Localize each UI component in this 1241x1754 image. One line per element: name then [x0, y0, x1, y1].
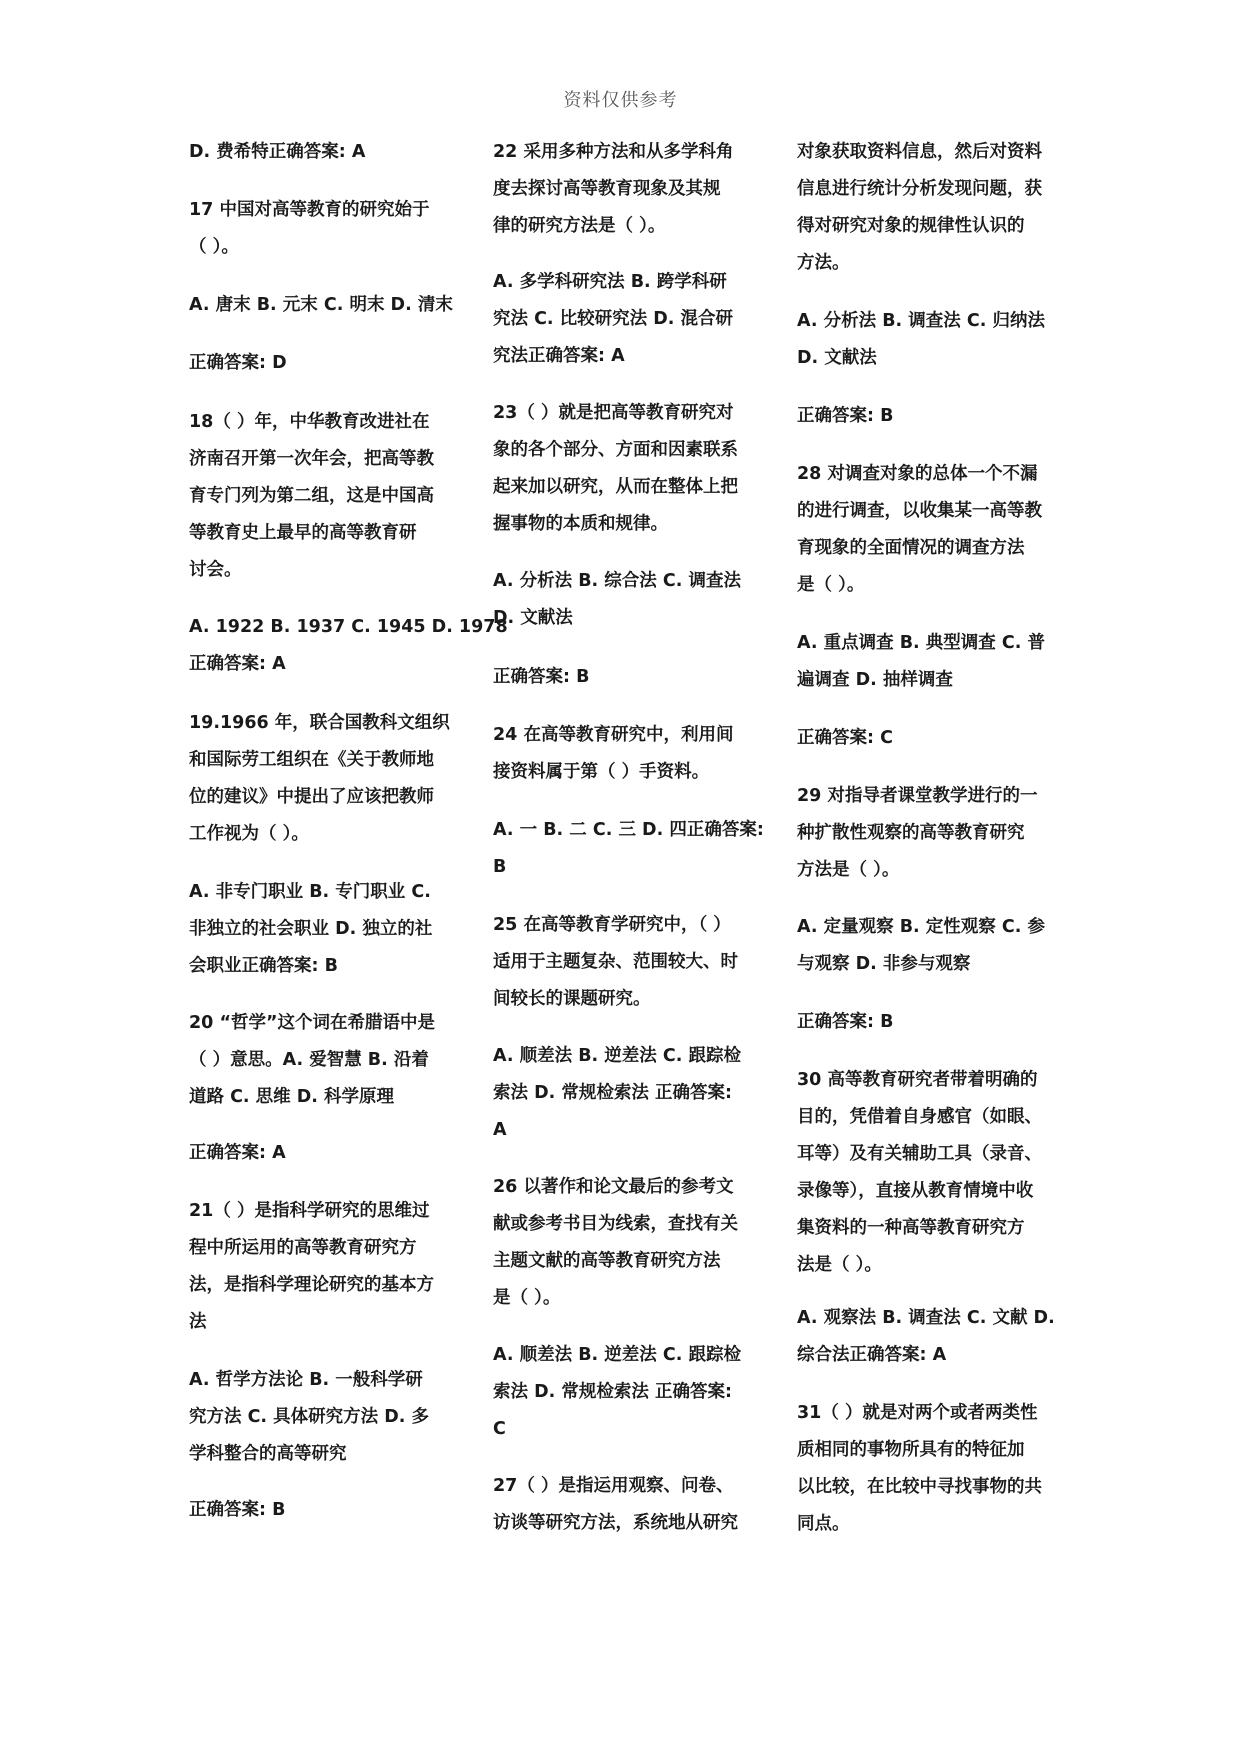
text-line: D. 文献法	[797, 348, 877, 368]
text-line: D. 费希特正确答案: A	[189, 142, 366, 162]
question-block	[797, 303, 1067, 377]
text-line: 工作视为（ ）。	[189, 824, 309, 844]
text-line: A. 分析法 B. 调查法 C. 归纳法	[797, 311, 1045, 331]
text-line: 是（ ）。	[493, 1288, 561, 1308]
text-line: 访谈等研究方法，系统地从研究	[493, 1513, 738, 1533]
question-block	[493, 1337, 763, 1448]
text-line: 22 采用多种方法和从多学科角	[493, 142, 734, 162]
text-line: 讨会。	[189, 560, 242, 580]
text-line: 正确答案: C	[797, 728, 893, 748]
text-line: 同点。	[797, 1514, 850, 1534]
text-line: 目的，凭借着自身感官（如眼、	[797, 1107, 1042, 1127]
text-line: C	[493, 1419, 506, 1439]
text-line: 主题文献的高等教育研究方法	[493, 1251, 721, 1271]
text-line: 正确答案: A	[189, 1143, 286, 1163]
text-line: 索法 D. 常规检索法 正确答案:	[493, 1382, 732, 1402]
text-line: A. 哲学方法论 B. 一般科学研	[189, 1370, 423, 1390]
question-block	[189, 345, 459, 382]
text-line: 录像等），直接从教育情境中收	[797, 1181, 1034, 1201]
text-line: 质相同的事物所具有的特征加	[797, 1440, 1025, 1460]
text-line: 究方法 C. 具体研究方法 D. 多	[189, 1407, 430, 1427]
question-block	[493, 395, 763, 543]
question-block	[189, 874, 459, 985]
text-line: 27（ ）是指运用观察、问卷、	[493, 1476, 734, 1496]
question-block	[189, 1005, 459, 1116]
question-block	[797, 134, 1067, 282]
text-line: 29 对指导者课堂教学进行的一	[797, 786, 1038, 806]
text-line: 31（ ）就是对两个或者两类性	[797, 1403, 1038, 1423]
text-line: 握事物的本质和规律。	[493, 514, 668, 534]
text-line: A. 非专门职业 B. 专门职业 C.	[189, 882, 431, 902]
question-block	[189, 404, 459, 589]
question-block	[797, 1300, 1067, 1374]
question-block	[797, 720, 1067, 757]
text-line: 献或参考书目为线索，查找有关	[493, 1214, 738, 1234]
text-line: 方法是（ ）。	[797, 860, 900, 880]
text-line: 21（ ）是指科学研究的思维过	[189, 1201, 430, 1221]
text-line: A. 顺差法 B. 逆差法 C. 跟踪检	[493, 1046, 741, 1066]
text-line: A	[493, 1120, 507, 1140]
text-line: 26 以著作和论文最后的参考文	[493, 1177, 734, 1197]
text-line: 究法 C. 比较研究法 D. 混合研	[493, 309, 734, 329]
text-line: 遍调查 D. 抽样调查	[797, 670, 953, 690]
text-line: 以比较，在比较中寻找事物的共	[797, 1477, 1042, 1497]
question-block	[493, 659, 763, 696]
text-line: 24 在高等教育研究中，利用间	[493, 725, 734, 745]
question-block	[797, 456, 1067, 604]
question-block	[797, 625, 1067, 699]
text-line: 17 中国对高等教育的研究始于	[189, 200, 430, 220]
text-line: 对象获取资料信息，然后对资料	[797, 142, 1042, 162]
text-line: 非独立的社会职业 D. 独立的社	[189, 919, 433, 939]
text-line: 道路 C. 思维 D. 科学原理	[189, 1087, 395, 1107]
text-line: 的进行调查，以收集某一高等教	[797, 501, 1042, 521]
question-block	[797, 1062, 1067, 1284]
text-line: A. 一 B. 二 C. 三 D. 四正确答案:	[493, 820, 764, 840]
text-line: 25 在高等教育学研究中，（ ）	[493, 915, 731, 935]
text-line: 方法。	[797, 253, 850, 273]
page-header: 资料仅供参考	[563, 90, 678, 111]
text-line: 正确答案: B	[493, 667, 590, 687]
question-block	[493, 812, 763, 886]
text-line: 会职业正确答案: B	[189, 956, 338, 976]
text-line: A. 唐末 B. 元末 C. 明末 D. 清末	[189, 295, 453, 315]
text-line: 起来加以研究，从而在整体上把	[493, 477, 738, 497]
text-line: （ ）意思。A. 爱智慧 B. 沿着	[189, 1050, 429, 1070]
text-line: 育现象的全面情况的调查方法	[797, 538, 1025, 558]
text-line: 律的研究方法是（ ）。	[493, 216, 666, 236]
text-line: A. 观察法 B. 调查法 C. 文献 D.	[797, 1308, 1055, 1328]
text-line: A. 1922 B. 1937 C. 1945 D. 1978	[189, 617, 508, 637]
text-line: 位的建议》中提出了应该把教师	[189, 787, 434, 807]
text-line: 23（ ）就是把高等教育研究对	[493, 403, 734, 423]
text-line: 正确答案: A	[189, 654, 286, 674]
text-line: 18（ ）年，中华教育改进社在	[189, 412, 430, 432]
text-line: 接资料属于第（ ）手资料。	[493, 762, 710, 782]
text-line: A. 多学科研究法 B. 跨学科研	[493, 272, 727, 292]
text-line: A. 顺差法 B. 逆差法 C. 跟踪检	[493, 1345, 741, 1365]
text-line: 耳等）及有关辅助工具（录音、	[797, 1144, 1042, 1164]
text-line: A. 定量观察 B. 定性观察 C. 参	[797, 917, 1045, 937]
text-line: 法	[189, 1312, 207, 1332]
question-block	[493, 1038, 763, 1149]
text-line: 法是（ ）。	[797, 1255, 882, 1275]
question-block	[189, 1492, 459, 1529]
text-line: 学科整合的高等研究	[189, 1444, 347, 1464]
text-line: 得对研究对象的规律性认识的	[797, 216, 1025, 236]
question-block	[189, 1362, 459, 1473]
question-block	[189, 1193, 459, 1341]
question-block	[797, 778, 1067, 889]
question-block	[493, 134, 763, 245]
question-block	[189, 705, 459, 853]
text-line: 集资料的一种高等教育研究方	[797, 1218, 1025, 1238]
question-block	[189, 192, 459, 266]
question-block	[189, 287, 459, 324]
question-block	[797, 1395, 1067, 1543]
text-line: 间较长的课题研究。	[493, 989, 651, 1009]
text-line: 信息进行统计分析发现问题，获	[797, 179, 1042, 199]
text-line: 综合法正确答案: A	[797, 1345, 947, 1365]
text-line: 度去探讨高等教育现象及其规	[493, 179, 721, 199]
text-line: 究法正确答案: A	[493, 346, 625, 366]
question-block	[493, 1468, 763, 1542]
question-block	[189, 1135, 459, 1172]
question-block	[493, 563, 763, 637]
text-line: 济南召开第一次年会，把高等教	[189, 449, 434, 469]
text-line: 30 高等教育研究者带着明确的	[797, 1070, 1038, 1090]
text-line: 育专门列为第二组，这是中国高	[189, 486, 434, 506]
question-block	[493, 264, 763, 375]
question-block	[493, 717, 763, 791]
question-block	[493, 907, 763, 1018]
question-block	[493, 1169, 763, 1317]
text-line: 正确答案: D	[189, 353, 287, 373]
text-line: 20 “哲学”这个词在希腊语中是	[189, 1013, 435, 1033]
text-line: 正确答案: B	[797, 1012, 894, 1032]
question-block	[189, 609, 508, 683]
text-line: 种扩散性观察的高等教育研究	[797, 823, 1025, 843]
text-line: 法，是指科学理论研究的基本方	[189, 1275, 434, 1295]
question-block	[797, 398, 1067, 435]
question-block	[797, 1004, 1067, 1041]
text-line: 等教育史上最早的高等教育研	[189, 523, 417, 543]
text-line: 象的各个部分、方面和因素联系	[493, 440, 738, 460]
text-line: 索法 D. 常规检索法 正确答案:	[493, 1083, 732, 1103]
text-line: 正确答案: B	[797, 406, 894, 426]
text-line: 和国际劳工组织在《关于教师地	[189, 750, 434, 770]
text-line: 适用于主题复杂、范围较大、时	[493, 952, 738, 972]
text-line: B	[493, 857, 507, 877]
text-line: 正确答案: B	[189, 1500, 286, 1520]
text-line: 19.1966 年，联合国教科文组织	[189, 713, 450, 733]
text-line: 程中所运用的高等教育研究方	[189, 1238, 417, 1258]
text-line: 是（ ）。	[797, 575, 865, 595]
question-block	[797, 909, 1067, 983]
text-line: 28 对调查对象的总体一个不漏	[797, 464, 1038, 484]
text-line: （ ）。	[189, 237, 239, 257]
text-line: 与观察 D. 非参与观察	[797, 954, 971, 974]
question-block	[189, 134, 459, 171]
text-line: A. 重点调查 B. 典型调查 C. 普	[797, 633, 1045, 653]
text-line: D. 文献法	[493, 608, 573, 628]
text-line: A. 分析法 B. 综合法 C. 调查法	[493, 571, 741, 591]
